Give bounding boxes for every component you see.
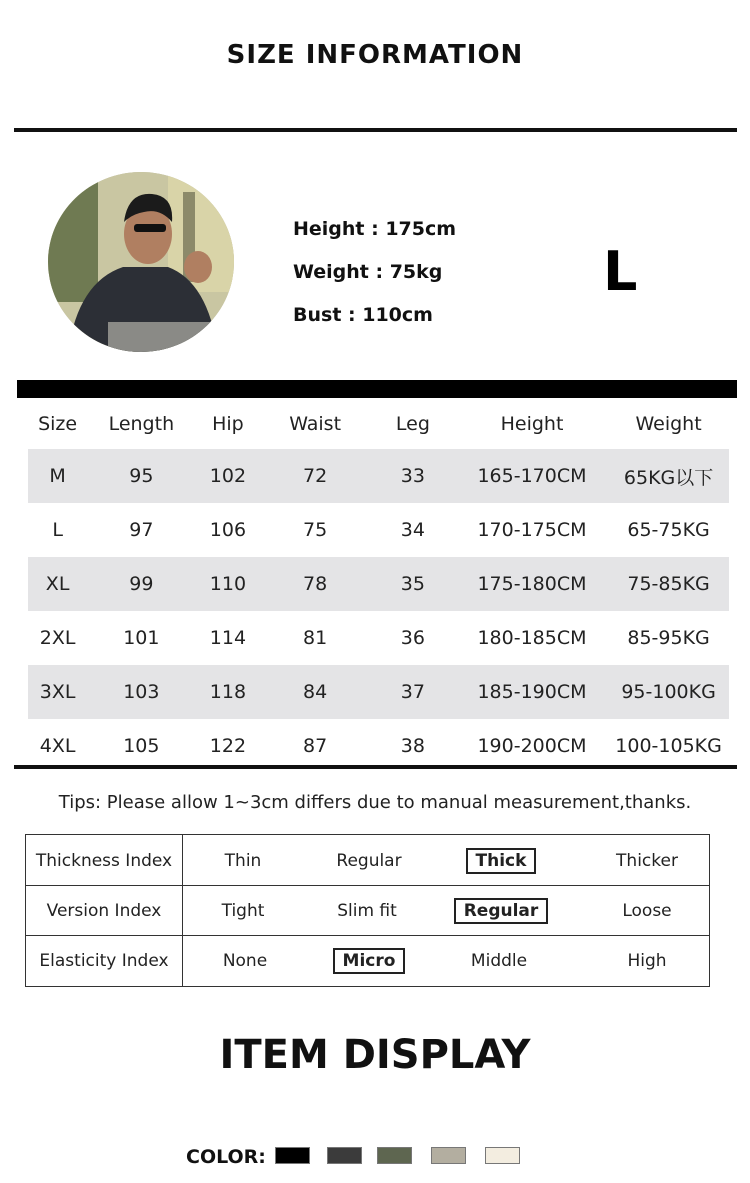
cell-weight: 65-75KG xyxy=(627,519,710,541)
table-header-band xyxy=(17,380,737,398)
model-weight: Weight : 75kg xyxy=(293,261,443,283)
cell-leg: 33 xyxy=(370,449,456,503)
table-row xyxy=(28,611,729,665)
model-photo xyxy=(48,172,234,352)
cell-hip: 110 xyxy=(196,557,261,611)
elasticity-index-row xyxy=(26,935,709,985)
col-length: Length xyxy=(108,413,175,435)
cell-size: M xyxy=(28,449,87,503)
cell-leg: 35 xyxy=(370,557,456,611)
option-thick-selected: Thick xyxy=(436,851,566,871)
cell-waist: 81 xyxy=(303,627,328,649)
cell-leg: 38 xyxy=(400,735,425,757)
color-swatch-black[interactable] xyxy=(275,1147,310,1164)
color-swatch-olive[interactable] xyxy=(377,1147,412,1164)
option-regular: Regular xyxy=(336,851,402,871)
cell-length: 95 xyxy=(87,449,195,503)
option-regular-selected: Regular xyxy=(436,901,566,921)
table-row xyxy=(28,665,729,719)
cell-leg: 37 xyxy=(370,665,456,719)
size-chart-table xyxy=(28,399,729,773)
cell-waist: 87 xyxy=(303,735,328,757)
index-table xyxy=(25,834,710,987)
cell-hip: 118 xyxy=(196,665,261,719)
measurement-tips: Tips: Please allow 1~3cm differs due to manual measurement,thanks. xyxy=(58,792,692,813)
cell-length: 101 xyxy=(123,627,160,649)
cell-height: 175-180CM xyxy=(456,557,608,611)
col-height: Height xyxy=(500,413,564,435)
cell-hip: 122 xyxy=(209,735,247,757)
cell-waist: 75 xyxy=(303,519,328,541)
cell-size: 2XL xyxy=(39,627,76,649)
version-index-row xyxy=(26,885,709,935)
cell-waist: 78 xyxy=(260,557,370,611)
color-label: COLOR: xyxy=(186,1146,266,1168)
cell-length: 97 xyxy=(129,519,154,541)
cell-leg: 34 xyxy=(400,519,425,541)
color-swatch-dark-gray[interactable] xyxy=(327,1147,362,1164)
cell-size: XL xyxy=(28,557,87,611)
cell-size: 3XL xyxy=(28,665,87,719)
top-divider xyxy=(14,128,737,132)
table-row xyxy=(28,449,729,503)
option-micro-selected: Micro xyxy=(304,951,434,971)
table-row xyxy=(28,503,729,557)
thickness-index-label: Thickness Index xyxy=(35,851,173,871)
option-high: High xyxy=(627,951,667,971)
cell-height: 165-170CM xyxy=(456,449,608,503)
table-row xyxy=(28,557,729,611)
size-table-header xyxy=(28,399,729,449)
thickness-index-row xyxy=(26,835,709,885)
option-middle: Middle xyxy=(470,951,528,971)
col-hip: Hip xyxy=(212,413,244,435)
cell-height: 190-200CM xyxy=(477,735,587,757)
version-index-label: Version Index xyxy=(46,901,162,921)
elasticity-index-label: Elasticity Index xyxy=(39,951,169,971)
table-bottom-divider xyxy=(14,765,737,769)
cell-length: 105 xyxy=(123,735,160,757)
model-height: Height : 175cm xyxy=(293,218,457,240)
cell-hip: 102 xyxy=(196,449,261,503)
color-swatch-cream[interactable] xyxy=(485,1147,520,1164)
model-measurements xyxy=(293,208,456,337)
col-size: Size xyxy=(38,413,78,435)
cell-size: L xyxy=(52,519,63,541)
cell-height: 185-190CM xyxy=(456,665,608,719)
col-leg: Leg xyxy=(395,413,430,435)
cell-weight: 65KG以下 xyxy=(608,449,729,503)
model-size-label: L xyxy=(603,240,638,303)
option-slim-fit: Slim fit xyxy=(337,901,397,921)
col-waist: Waist xyxy=(289,413,342,435)
col-weight: Weight xyxy=(635,413,702,435)
page-title: SIZE INFORMATION xyxy=(226,40,524,70)
item-display-title: ITEM DISPLAY xyxy=(219,1032,531,1078)
cell-length: 99 xyxy=(87,557,195,611)
cell-height: 180-185CM xyxy=(477,627,587,649)
cell-waist: 84 xyxy=(260,665,370,719)
cell-weight: 100-105KG xyxy=(615,735,722,757)
cell-size: 4XL xyxy=(39,735,76,757)
cell-weight: 75-85KG xyxy=(608,557,729,611)
cell-height: 170-175CM xyxy=(477,519,587,541)
cell-weight: 85-95KG xyxy=(627,627,710,649)
color-swatch-khaki[interactable] xyxy=(431,1147,466,1164)
cell-leg: 36 xyxy=(400,627,425,649)
model-bust: Bust : 110cm xyxy=(293,304,433,326)
option-none: None xyxy=(222,951,268,971)
cell-hip: 106 xyxy=(209,519,247,541)
option-loose: Loose xyxy=(622,901,672,921)
option-thin: Thin xyxy=(224,851,262,871)
option-tight: Tight xyxy=(221,901,265,921)
cell-length: 103 xyxy=(87,665,195,719)
cell-hip: 114 xyxy=(209,627,247,649)
cell-waist: 72 xyxy=(260,449,370,503)
cell-weight: 95-100KG xyxy=(608,665,729,719)
option-thicker: Thicker xyxy=(616,851,678,871)
